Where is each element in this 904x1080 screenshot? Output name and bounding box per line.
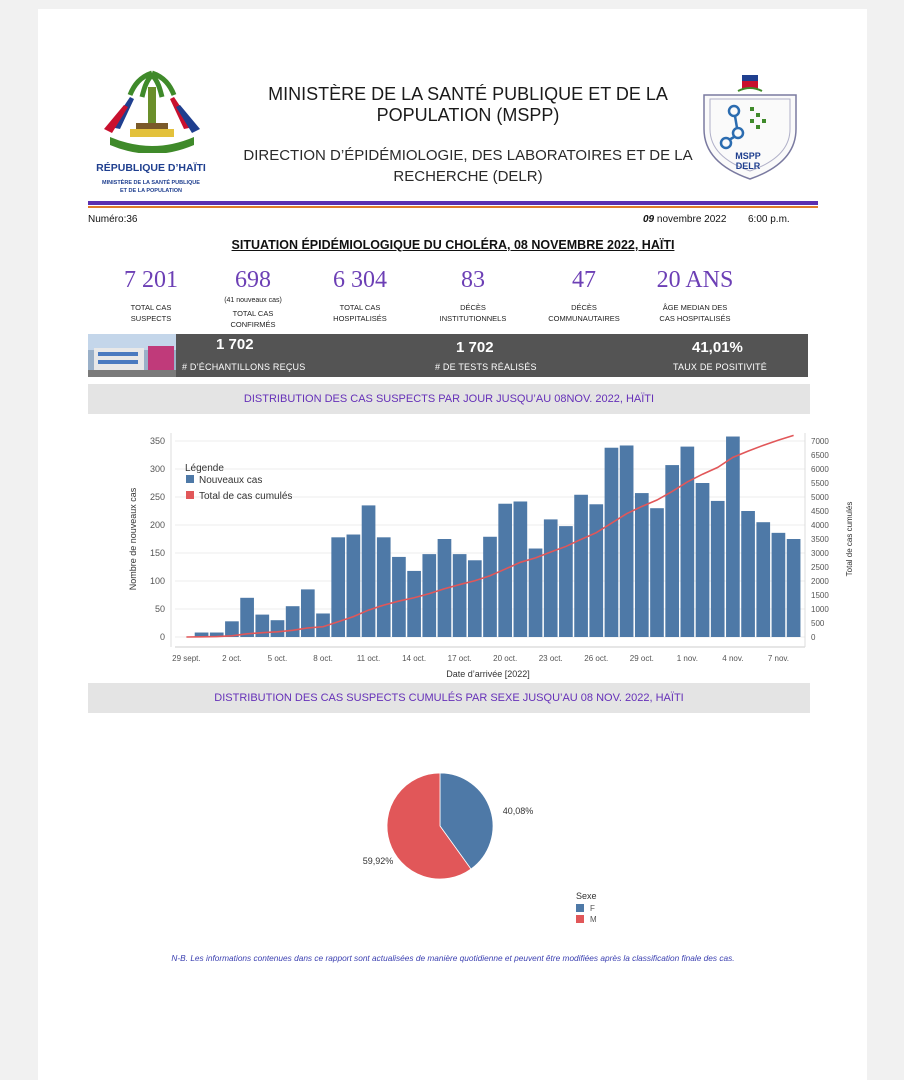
legend-label-bar: Nouveaux cas	[199, 475, 263, 486]
bar	[620, 445, 634, 637]
ministry-title-line1: MINISTÈRE DE LA SANTÉ PUBLIQUE ET DE LA	[268, 84, 668, 104]
kpi-label: TOTAL CAS	[130, 303, 172, 312]
issue-time: 6:00 p.m.	[748, 214, 790, 225]
footnote: N-B. Les informations contenues dans ce rapport sont actualisées de manière quotidienne et peuvent être modifiées après la classification finale des cas.	[171, 953, 735, 963]
y2-tick-label: 6500	[811, 451, 829, 460]
bar	[377, 537, 391, 637]
y-tick-label: 250	[149, 492, 165, 502]
logo-caption-ministere-line2: ET DE LA POPULATION	[119, 188, 183, 194]
x-tick-label: 8 oct.	[313, 654, 333, 663]
pie-legend-label: M	[590, 915, 597, 924]
y-tick-label: 0	[159, 632, 165, 642]
kpi-label: HOSPITALISÉS	[333, 314, 387, 323]
chart-bars	[195, 437, 801, 637]
direction-title-line1: DIRECTION D’ÉPIDÉMIOLOGIE, DES LABORATOIRES ET DE LA	[243, 147, 693, 164]
bar	[271, 620, 285, 637]
x-tick-label: 11 oct.	[356, 654, 381, 663]
chart-y-ticks	[150, 436, 165, 642]
tests-value: 1 702	[456, 339, 494, 356]
pie-legend-label: F	[590, 904, 595, 913]
y2-tick-label: 5000	[811, 493, 829, 502]
x-tick-label: 7 nov.	[767, 654, 790, 663]
issue-line	[88, 214, 818, 225]
kpi-label: INSTITUTIONNELS	[439, 314, 507, 323]
bar	[756, 522, 770, 637]
y-tick-label: 50	[154, 604, 165, 614]
bar	[696, 483, 710, 637]
y-tick-label: 200	[149, 520, 165, 530]
kpi-label: DÉCÈS	[460, 303, 486, 312]
x-tick-label: 14 oct.	[402, 654, 427, 663]
kpi-label: TOTAL CAS	[339, 303, 381, 312]
kpi-value: 20 ANS	[656, 267, 734, 293]
kpi-label: DÉCÈS	[571, 303, 597, 312]
x-tick-label: 29 oct.	[629, 654, 654, 663]
kpi-label: ÂGE MEDIAN DES	[662, 303, 728, 312]
kpi-label: SUSPECTS	[130, 314, 172, 323]
bar	[407, 571, 421, 637]
legend-swatch-bar	[186, 475, 194, 483]
y2-tick-label: 6000	[811, 465, 829, 474]
bar	[347, 535, 361, 637]
kpi-note: (41 nouveaux cas)	[224, 297, 282, 304]
x-tick-label: 1 nov.	[676, 654, 698, 663]
situation-title: SITUATION ÉPIDÉMIOLOGIQUE DU CHOLÉRA, 08 NOVEMBRE 2022, HAÏTI	[231, 238, 675, 252]
section-sex-title: DISTRIBUTION DES CAS SUSPECTS CUMULÉS PAR SEXE JUSQU’AU 08 NOV. 2022, HAÏTI	[88, 683, 810, 713]
x-tick-label: 5 oct.	[267, 654, 288, 663]
bar	[589, 504, 603, 637]
logo-caption-ministere	[88, 179, 214, 195]
bar	[681, 447, 695, 637]
pie-legend	[576, 891, 597, 924]
chart-y-axis-label: Nombre de nouveaux cas	[128, 487, 138, 591]
y2-tick-label: 7000	[811, 437, 829, 446]
y-tick-label: 150	[149, 548, 165, 558]
kpi-4	[524, 266, 644, 324]
x-tick-label: 26 oct.	[584, 654, 609, 663]
y2-tick-label: 3500	[811, 535, 829, 544]
issue-date-day: 09	[643, 214, 655, 225]
hospital-photo	[88, 334, 176, 377]
bar	[468, 560, 482, 637]
bar	[240, 598, 254, 637]
delr-seal-logo	[698, 67, 802, 183]
bar	[483, 537, 497, 637]
bar	[301, 589, 315, 637]
bar	[362, 505, 376, 637]
kpi-value: 698	[235, 267, 271, 293]
x-tick-label: 2 oct.	[222, 654, 242, 663]
bar	[453, 554, 467, 637]
bar	[574, 495, 588, 637]
header-rule-purple	[88, 201, 818, 205]
delr-seal-text-delr: DELR	[735, 161, 761, 171]
daily-cases-chart	[83, 427, 854, 679]
bar	[711, 501, 725, 637]
y2-tick-label: 0	[811, 633, 816, 642]
legend-label-line: Total de cas cumulés	[199, 491, 293, 502]
bar	[529, 549, 543, 637]
y2-tick-label: 3000	[811, 549, 829, 558]
positivity-value: 41,01%	[692, 339, 743, 356]
logo-caption-ministere-line1: MINISTÈRE DE LA SANTÉ PUBLIQUE	[102, 180, 200, 186]
chart-x-axis-label: Date d’arrivée [2022]	[446, 669, 530, 679]
x-tick-label: 20 oct.	[493, 654, 518, 663]
x-tick-label: 29 sept.	[172, 654, 201, 663]
y2-tick-label: 4500	[811, 507, 829, 516]
bar	[650, 508, 664, 637]
bar	[286, 606, 300, 637]
ministry-title	[178, 84, 758, 126]
bar	[772, 533, 786, 637]
logo-caption-republique: RÉPUBLIQUE D’HAÏTI	[96, 162, 206, 174]
lab-results-bar	[88, 334, 808, 377]
y-tick-label: 350	[149, 436, 165, 446]
samples-value: 1 702	[216, 336, 254, 353]
pie-legend-swatch	[576, 915, 584, 923]
pie-legend-title: Sexe	[576, 891, 597, 901]
y2-tick-label: 2500	[811, 563, 829, 572]
pie-slice-label: 59,92%	[362, 856, 394, 866]
kpi-value: 7 201	[124, 267, 178, 293]
kpi-2	[300, 266, 420, 324]
chart-y2-ticks	[811, 437, 829, 642]
sex-distribution-pie	[348, 764, 608, 934]
x-tick-label: 17 oct.	[447, 654, 472, 663]
legend-swatch-line	[186, 491, 194, 499]
kpi-value: 83	[461, 267, 485, 293]
x-tick-label: 23 oct.	[538, 654, 563, 663]
kpi-label: CONFIRMÉS	[230, 320, 276, 329]
bar	[559, 526, 573, 637]
bar	[514, 501, 528, 637]
pie-legend-swatch	[576, 904, 584, 912]
kpi-label: CAS HOSPITALISÉS	[659, 314, 731, 323]
bar	[741, 511, 755, 637]
kpi-label: COMMUNAUTAIRES	[548, 314, 620, 323]
kpi-3	[413, 266, 533, 324]
kpi-value: 47	[572, 267, 596, 293]
delr-seal-text-mspp: MSPP	[735, 151, 761, 161]
kpi-value: 6 304	[333, 267, 387, 293]
issue-number: Numéro:36	[88, 214, 138, 225]
x-tick-label: 4 nov.	[722, 654, 744, 663]
y-tick-label: 100	[149, 576, 165, 586]
issue-date	[643, 214, 726, 225]
report-page	[38, 9, 867, 1080]
samples-label: # D’ÉCHANTILLONS REÇUS	[182, 362, 306, 372]
positivity-label: TAUX DE POSITIVITÉ	[673, 362, 767, 372]
y2-tick-label: 5500	[811, 479, 829, 488]
y2-tick-label: 500	[811, 619, 825, 628]
y-tick-label: 300	[149, 464, 165, 474]
y2-tick-label: 4000	[811, 521, 829, 530]
chart-x-ticks	[172, 654, 789, 663]
direction-title	[208, 145, 728, 187]
pie-slices	[387, 773, 493, 879]
bar	[605, 448, 619, 637]
y2-tick-label: 1500	[811, 591, 829, 600]
kpi-1	[193, 266, 313, 330]
bar	[392, 557, 406, 637]
bar	[544, 519, 558, 637]
kpi-5	[635, 266, 755, 324]
section-daily-title: DISTRIBUTION DES CAS SUSPECTS PAR JOUR JUSQU’AU 08NOV. 2022, HAÏTI	[88, 384, 810, 414]
chart-y2-axis-label: Total de cas cumulés	[845, 501, 854, 577]
y2-tick-label: 2000	[811, 577, 829, 586]
legend-title: Légende	[185, 463, 224, 474]
direction-title-line2: RECHERCHE (DELR)	[393, 168, 543, 185]
header-rule-orange	[88, 206, 818, 208]
bar	[726, 437, 740, 637]
pie-slice-label: 40,08%	[502, 806, 534, 816]
y2-tick-label: 1000	[811, 605, 829, 614]
ministry-title-line2: POPULATION (MSPP)	[376, 105, 560, 125]
kpi-label: TOTAL CAS	[232, 309, 274, 318]
issue-date-month-year: novembre 2022	[656, 214, 727, 225]
bar	[787, 539, 801, 637]
bar	[635, 493, 649, 637]
tests-label: # DE TESTS RÉALISÉS	[435, 362, 537, 372]
